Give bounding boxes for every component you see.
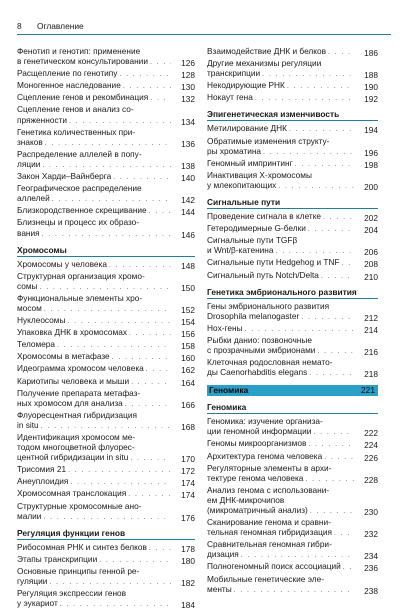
toc-page-number: 150 bbox=[181, 282, 195, 293]
toc-entry[interactable] bbox=[17, 315, 195, 327]
toc-entry[interactable] bbox=[207, 574, 378, 596]
toc-page-number: 132 bbox=[181, 94, 195, 105]
toc-entry-text: Гены эмбрионального развития bbox=[207, 300, 330, 311]
toc-page-number: 196 bbox=[364, 147, 378, 158]
section-heading bbox=[207, 402, 378, 414]
toc-entry[interactable] bbox=[207, 170, 378, 192]
dot-leader bbox=[42, 230, 171, 240]
toc-entry-text: пряженности bbox=[17, 114, 68, 125]
toc-entry[interactable] bbox=[207, 517, 378, 539]
toc-entry-text: Некодирующие РНК bbox=[207, 80, 285, 91]
toc-entry-text: Структурные хромосомные ано- bbox=[17, 500, 142, 511]
dot-leader bbox=[234, 586, 354, 596]
running-title: Оглавление bbox=[37, 21, 84, 31]
toc-entry-text: Другие механизмы регуляции bbox=[207, 58, 322, 69]
dot-leader bbox=[276, 247, 354, 257]
toc-entry[interactable] bbox=[207, 123, 378, 135]
toc-page-number: 212 bbox=[364, 312, 378, 323]
dot-leader bbox=[287, 82, 354, 92]
dot-leader bbox=[41, 422, 171, 432]
section-rule bbox=[17, 539, 195, 540]
toc-entry[interactable] bbox=[17, 363, 195, 375]
dot-leader bbox=[99, 556, 171, 566]
toc-entry-text: Hox-гены bbox=[207, 322, 243, 333]
toc-entry-text: вания bbox=[17, 227, 40, 238]
toc-entry[interactable] bbox=[207, 257, 378, 269]
toc-entry-text: у эукариот bbox=[17, 598, 58, 609]
dot-leader bbox=[323, 213, 354, 223]
toc-page-number: 192 bbox=[364, 94, 378, 105]
section-heading-text: Регуляция функции генов bbox=[17, 527, 126, 538]
toc-page-number: 134 bbox=[181, 116, 195, 127]
dot-leader bbox=[149, 544, 171, 554]
toc-entry-text: малии bbox=[17, 510, 42, 521]
toc-page-number: 178 bbox=[181, 543, 195, 554]
dot-leader bbox=[150, 94, 171, 104]
toc-page-number: 230 bbox=[364, 507, 378, 517]
dot-leader bbox=[67, 317, 171, 327]
toc-page-number: 232 bbox=[364, 529, 378, 540]
toc-page-number: 148 bbox=[181, 260, 195, 271]
dot-leader bbox=[310, 507, 354, 517]
part-title: Геномика bbox=[209, 385, 249, 396]
toc-entry-text: тектуре генома человека bbox=[207, 472, 304, 483]
toc-page-number: 152 bbox=[181, 304, 195, 315]
toc-page-number: 200 bbox=[364, 181, 378, 192]
dot-leader bbox=[308, 225, 354, 235]
toc-entry-text: аллелей bbox=[17, 193, 50, 204]
toc-page-number: 126 bbox=[181, 58, 195, 69]
toc-entry-text: Проведение сигнала в клетке bbox=[207, 211, 322, 222]
dot-leader bbox=[255, 94, 354, 104]
toc-group bbox=[17, 259, 195, 523]
dot-leader bbox=[49, 578, 171, 588]
toc-entry-text: Хромосомы в метафазе bbox=[17, 351, 110, 362]
toc-page-number: 206 bbox=[364, 247, 378, 258]
dot-leader bbox=[241, 551, 354, 561]
toc-page-number: 136 bbox=[181, 138, 195, 149]
dot-leader bbox=[262, 70, 354, 80]
toc-entry-text: Хромосомная транслокация bbox=[17, 488, 127, 499]
toc-entry[interactable] bbox=[17, 566, 195, 588]
toc-page-number: 216 bbox=[364, 346, 378, 357]
toc-entry-text: in situ bbox=[17, 419, 39, 430]
toc-page-number: 162 bbox=[181, 365, 195, 376]
toc-entry-text: Клеточная родословная немато- bbox=[207, 357, 333, 368]
dot-leader bbox=[44, 305, 171, 315]
dot-leader bbox=[301, 313, 354, 323]
toc-entry-text: Drosophila melanogaster bbox=[207, 310, 300, 321]
toc-page-number: 158 bbox=[181, 341, 195, 352]
toc-group bbox=[207, 211, 378, 282]
toc-entry-text: Флуоресцентная гибридизация bbox=[17, 409, 137, 420]
toc-entry-text: Мобильные генетические эле- bbox=[207, 573, 324, 584]
dot-leader bbox=[70, 478, 171, 488]
dot-leader bbox=[313, 428, 354, 438]
toc-entry[interactable] bbox=[17, 183, 195, 205]
dot-leader bbox=[150, 58, 171, 68]
toc-entry-text: Фенотип и генотип: применение bbox=[17, 46, 141, 56]
toc-entry[interactable] bbox=[207, 46, 378, 58]
toc-page-number: 226 bbox=[364, 452, 378, 463]
toc-entry-text: Регуляторные элементы в архи- bbox=[207, 462, 332, 473]
dot-leader bbox=[43, 513, 171, 523]
toc-entry-text: Получение препарата метафаз- bbox=[17, 387, 141, 398]
toc-entry-text: Инактивация X-хромосомы bbox=[207, 169, 312, 180]
toc-entry[interactable] bbox=[207, 270, 378, 282]
toc-entry[interactable] bbox=[207, 438, 378, 450]
toc-entry-text: гуляции bbox=[17, 576, 48, 587]
toc-entry-text: центной гибридизации in situ bbox=[17, 452, 129, 463]
page-number: 8 bbox=[17, 21, 22, 31]
toc-entry[interactable] bbox=[17, 104, 195, 126]
toc-entry-text: знаков bbox=[17, 136, 43, 147]
toc-entry[interactable] bbox=[17, 554, 195, 566]
toc-group bbox=[17, 46, 195, 240]
toc-page-number: 144 bbox=[181, 207, 195, 218]
toc-page-number: 130 bbox=[181, 82, 195, 93]
toc-entry[interactable] bbox=[207, 301, 378, 323]
part-page-number: 221 bbox=[361, 385, 375, 396]
toc-entry-text: Идентификация хромосом ме- bbox=[17, 432, 136, 442]
dot-leader bbox=[245, 325, 354, 335]
section-heading bbox=[207, 287, 378, 299]
toc-entry-text: Упаковка ДНК в хромосомах bbox=[17, 327, 127, 338]
toc-entry[interactable] bbox=[17, 149, 195, 171]
toc-entry[interactable] bbox=[17, 92, 195, 104]
dot-leader bbox=[42, 161, 171, 171]
toc-page-number: 170 bbox=[181, 454, 195, 465]
dot-leader bbox=[308, 440, 354, 450]
toc-page-number: 224 bbox=[364, 440, 378, 451]
toc-entry-text: Кариотипы человека и мыши bbox=[17, 375, 130, 386]
toc-page-number: 202 bbox=[364, 213, 378, 224]
toc-entry[interactable] bbox=[17, 80, 195, 92]
toc-page-number: 168 bbox=[181, 421, 195, 432]
dot-leader bbox=[324, 453, 354, 463]
toc-entry[interactable] bbox=[207, 485, 378, 517]
dot-leader bbox=[146, 365, 171, 375]
toc-group bbox=[207, 301, 378, 380]
toc-entry-text: Регуляция экспрессии генов bbox=[17, 588, 127, 599]
dot-leader bbox=[68, 466, 171, 476]
toc-entry-text: Близнецы и процесс их образо- bbox=[17, 217, 140, 228]
toc-entry[interactable] bbox=[207, 80, 378, 92]
toc-entry-text: Теломера bbox=[17, 339, 56, 350]
toc-entry-text: Распределение аллелей в попу- bbox=[17, 148, 142, 159]
toc-entry[interactable] bbox=[17, 205, 195, 217]
toc-entry-text: с прозрачными эмбрионами bbox=[207, 344, 316, 355]
toc-entry-text: Географическое распределение bbox=[17, 183, 142, 194]
toc-page-number: 228 bbox=[364, 474, 378, 485]
toc-entry-text: в генетическом консультировании bbox=[17, 56, 148, 67]
toc-entry-text: Полногеномный поиск ассоциаций bbox=[207, 561, 341, 572]
toc-page-number: 238 bbox=[364, 585, 378, 596]
running-header bbox=[17, 18, 391, 35]
toc-entry-text: Сигнальные пути Hedgehog и TNF bbox=[207, 257, 340, 268]
toc-page-number: 188 bbox=[364, 70, 378, 81]
toc-entry-text: тодом многоцветной флуорес- bbox=[17, 442, 135, 453]
toc-entry-text: Этапы транскрипции bbox=[17, 553, 98, 564]
dot-leader bbox=[321, 272, 354, 282]
toc-entry-text: у млекопитающих bbox=[207, 179, 277, 190]
toc-entry[interactable] bbox=[207, 335, 378, 357]
toc-group bbox=[207, 123, 378, 192]
dot-leader bbox=[131, 378, 171, 388]
toc-entry-text: Функциональные элементы хро- bbox=[17, 292, 143, 303]
section-heading-text: Сигнальные пути bbox=[207, 197, 281, 208]
toc-entry[interactable] bbox=[17, 68, 195, 80]
toc-page-number: 164 bbox=[181, 377, 195, 388]
section-heading-text: Геномика bbox=[207, 402, 247, 413]
toc-page-number: 172 bbox=[181, 466, 195, 477]
toc-entry[interactable] bbox=[207, 58, 378, 80]
toc-page-number: 166 bbox=[181, 399, 195, 410]
toc-entry-text: Взаимодействие ДНК и белков bbox=[207, 46, 326, 56]
toc-entry[interactable] bbox=[207, 158, 378, 170]
toc-entry[interactable] bbox=[207, 357, 378, 379]
toc-entry-text: Нуклеосомы bbox=[17, 315, 66, 326]
section-rule bbox=[207, 413, 378, 414]
toc-entry[interactable] bbox=[17, 542, 195, 554]
toc-entry-text: Анеуплоидия bbox=[17, 476, 69, 487]
toc-entry-text: ции геномной информации bbox=[207, 426, 312, 437]
dot-leader bbox=[328, 48, 354, 58]
dot-leader bbox=[40, 283, 171, 293]
toc-page-number: 154 bbox=[181, 317, 195, 328]
toc-page-number: 208 bbox=[364, 259, 378, 270]
dot-leader bbox=[334, 529, 354, 539]
toc-entry-text: Геномный импринтинг bbox=[207, 157, 293, 168]
toc-entry-text: Нокаут гена bbox=[207, 92, 253, 103]
dot-leader bbox=[129, 329, 171, 339]
toc-entry-text: Сцепление генов и анализ со- bbox=[17, 104, 134, 115]
toc-entry-text: транскрипции bbox=[207, 68, 261, 79]
toc-entry-text: Обратимые изменения структу- bbox=[207, 135, 330, 146]
toc-entry-text: Сканирование генома и сравни- bbox=[207, 517, 331, 528]
toc-entry[interactable] bbox=[17, 476, 195, 488]
toc-entry[interactable] bbox=[17, 464, 195, 476]
dot-leader bbox=[112, 353, 171, 363]
toc-entry[interactable] bbox=[17, 293, 195, 315]
toc-page-number: 198 bbox=[364, 159, 378, 170]
toc-entry[interactable] bbox=[207, 561, 378, 573]
toc-page-number: 128 bbox=[181, 70, 195, 81]
toc-entry-text: Генетика количественных при- bbox=[17, 126, 136, 137]
toc-entry-text: Сравнительная геномная гибри- bbox=[207, 539, 332, 550]
dot-leader bbox=[130, 454, 171, 464]
section-rule bbox=[207, 298, 378, 299]
dot-leader bbox=[295, 160, 354, 170]
dot-leader bbox=[109, 261, 171, 271]
dot-leader bbox=[149, 207, 171, 217]
toc-left-column bbox=[17, 46, 195, 610]
toc-group bbox=[17, 542, 195, 610]
toc-entry[interactable] bbox=[207, 323, 378, 335]
section-heading-text: Хромосомы bbox=[17, 244, 67, 255]
toc-entry-text: ляции bbox=[17, 158, 41, 169]
toc-entry-text: Архитектура генома человека bbox=[207, 450, 323, 461]
toc-entry-text: тельная геномная гибридизация bbox=[207, 527, 332, 538]
toc-entry-text: Рибосомная РНК и синтез белков bbox=[17, 541, 147, 552]
section-heading-text: Генетика эмбрионального развития bbox=[207, 286, 357, 297]
toc-entry[interactable] bbox=[17, 271, 195, 293]
toc-page-number: 140 bbox=[181, 173, 195, 184]
part-banner[interactable] bbox=[207, 385, 378, 396]
toc-page-number: 222 bbox=[364, 428, 378, 439]
dot-leader bbox=[342, 259, 354, 269]
toc-entry-text: ем ДНК-микрочипов bbox=[207, 494, 285, 505]
toc-page-number: 234 bbox=[364, 551, 378, 562]
dot-leader bbox=[263, 148, 354, 158]
dot-leader bbox=[128, 490, 171, 500]
dot-leader bbox=[52, 195, 171, 205]
toc-entry[interactable] bbox=[17, 327, 195, 339]
toc-page-number: 146 bbox=[181, 229, 195, 240]
section-rule bbox=[17, 256, 195, 257]
toc-entry-text: Хромосомы у человека bbox=[17, 258, 107, 269]
section-rule bbox=[207, 208, 378, 209]
dot-leader bbox=[317, 347, 354, 357]
toc-page-number: 190 bbox=[364, 82, 378, 93]
toc-page-number: 194 bbox=[364, 125, 378, 136]
toc-entry[interactable] bbox=[207, 463, 378, 485]
toc-entry-text: Анализ генома с использовани- bbox=[207, 484, 330, 495]
toc-entry[interactable] bbox=[207, 235, 378, 257]
toc-entry-text: Трисомия 21 bbox=[17, 464, 67, 475]
dot-leader bbox=[305, 475, 354, 485]
toc-entry[interactable] bbox=[207, 136, 378, 158]
toc-entry-text: сомы bbox=[17, 280, 38, 291]
toc-entry-text: ды Caenorhabditis elegans bbox=[207, 367, 308, 378]
toc-page-number: 138 bbox=[181, 160, 195, 171]
toc-entry-text: менты bbox=[207, 583, 232, 594]
toc-page-number: 174 bbox=[181, 478, 195, 489]
dot-leader bbox=[125, 400, 171, 410]
dot-leader bbox=[119, 70, 171, 80]
toc-right-column bbox=[207, 46, 378, 596]
toc-page-number: 236 bbox=[364, 563, 378, 574]
dot-leader bbox=[57, 341, 171, 351]
toc-page-number: 210 bbox=[364, 271, 378, 282]
dot-leader bbox=[113, 173, 171, 183]
section-heading bbox=[17, 245, 195, 257]
toc-entry-text: Геномы микроорганизмов bbox=[207, 438, 307, 449]
toc-entry[interactable] bbox=[17, 432, 195, 464]
toc-page-number: 204 bbox=[364, 225, 378, 236]
toc-page-number: 186 bbox=[364, 48, 378, 58]
toc-page-number: 214 bbox=[364, 324, 378, 335]
toc-entry[interactable] bbox=[207, 539, 378, 561]
toc-entry-text: Структурная организация хромо- bbox=[17, 270, 145, 281]
toc-page-number: 184 bbox=[181, 600, 195, 610]
dot-leader bbox=[45, 139, 171, 149]
toc-entry-text: Моногенное наследование bbox=[17, 80, 121, 91]
toc-page-number: 182 bbox=[181, 578, 195, 589]
dot-leader bbox=[278, 182, 354, 192]
toc-page-number: 156 bbox=[181, 329, 195, 340]
dot-leader bbox=[309, 369, 354, 379]
toc-entry-text: Рыбки данио: позвоночные bbox=[207, 334, 312, 345]
toc-entry[interactable] bbox=[207, 92, 378, 104]
section-heading-text: Эпигенетическая изменчивость bbox=[207, 109, 340, 120]
toc-entry[interactable] bbox=[17, 410, 195, 432]
toc-page-number: 180 bbox=[181, 555, 195, 566]
toc-page-number: 176 bbox=[181, 512, 195, 523]
toc-entry[interactable] bbox=[207, 211, 378, 223]
toc-entry[interactable] bbox=[17, 46, 195, 68]
section-heading bbox=[17, 528, 195, 540]
toc-page-number: 218 bbox=[364, 369, 378, 380]
section-rule bbox=[207, 120, 378, 121]
toc-entry-text: Закон Харди–Вайнберга bbox=[17, 171, 112, 182]
toc-entry-text: ных хромосом для анализа bbox=[17, 397, 123, 408]
toc-entry-text: Идеограмма хромосом человека bbox=[17, 363, 144, 374]
toc-group bbox=[207, 416, 378, 596]
toc-group bbox=[207, 46, 378, 104]
toc-entry[interactable] bbox=[17, 376, 195, 388]
toc-entry-text: Сигнальные пути TGFβ bbox=[207, 235, 298, 246]
toc-entry-text: Метилирование ДНК bbox=[207, 123, 287, 134]
toc-entry-text: Близкородственное скрещивание bbox=[17, 205, 147, 216]
toc-entry-text: Расщепление по генотипу bbox=[17, 68, 118, 79]
toc-entry[interactable] bbox=[17, 127, 195, 149]
toc-entry-text: мосом bbox=[17, 302, 42, 313]
toc-entry[interactable] bbox=[17, 488, 195, 500]
section-heading bbox=[207, 109, 378, 121]
toc-entry[interactable] bbox=[17, 217, 195, 239]
toc-entry-text: Геномика: изучение организа- bbox=[207, 416, 323, 427]
dot-leader bbox=[60, 600, 171, 610]
toc-entry[interactable] bbox=[207, 416, 378, 438]
toc-entry-text: дизация bbox=[207, 549, 239, 560]
toc-entry[interactable] bbox=[17, 171, 195, 183]
toc-entry-text: Сцепление генов и рекомбинация bbox=[17, 92, 149, 103]
dot-leader bbox=[69, 117, 171, 127]
toc-entry[interactable] bbox=[17, 501, 195, 523]
toc-entry-text: ры хроматина bbox=[207, 145, 262, 156]
toc-entry[interactable] bbox=[207, 223, 378, 235]
toc-entry[interactable] bbox=[17, 339, 195, 351]
dot-leader bbox=[343, 563, 354, 573]
dot-leader bbox=[123, 82, 171, 92]
toc-page-number: 142 bbox=[181, 195, 195, 206]
dot-leader bbox=[289, 125, 354, 135]
toc-entry-text: (микроматричный анализ) bbox=[207, 505, 308, 515]
toc-page-number: 160 bbox=[181, 353, 195, 364]
toc-entry[interactable] bbox=[207, 451, 378, 463]
toc-entry-text: Основные принципы генной ре- bbox=[17, 565, 140, 576]
toc-entry-text: Гетеродимерные G-белки bbox=[207, 223, 306, 234]
toc-entry[interactable] bbox=[17, 351, 195, 363]
toc-entry[interactable] bbox=[17, 388, 195, 410]
toc-page-number: 174 bbox=[181, 490, 195, 501]
toc-entry-text: Сигнальный путь Notch/Delta bbox=[207, 269, 319, 280]
section-heading bbox=[207, 197, 378, 209]
toc-entry[interactable] bbox=[17, 259, 195, 271]
toc-entry-text: и Wnt/β-катенина bbox=[207, 245, 274, 256]
